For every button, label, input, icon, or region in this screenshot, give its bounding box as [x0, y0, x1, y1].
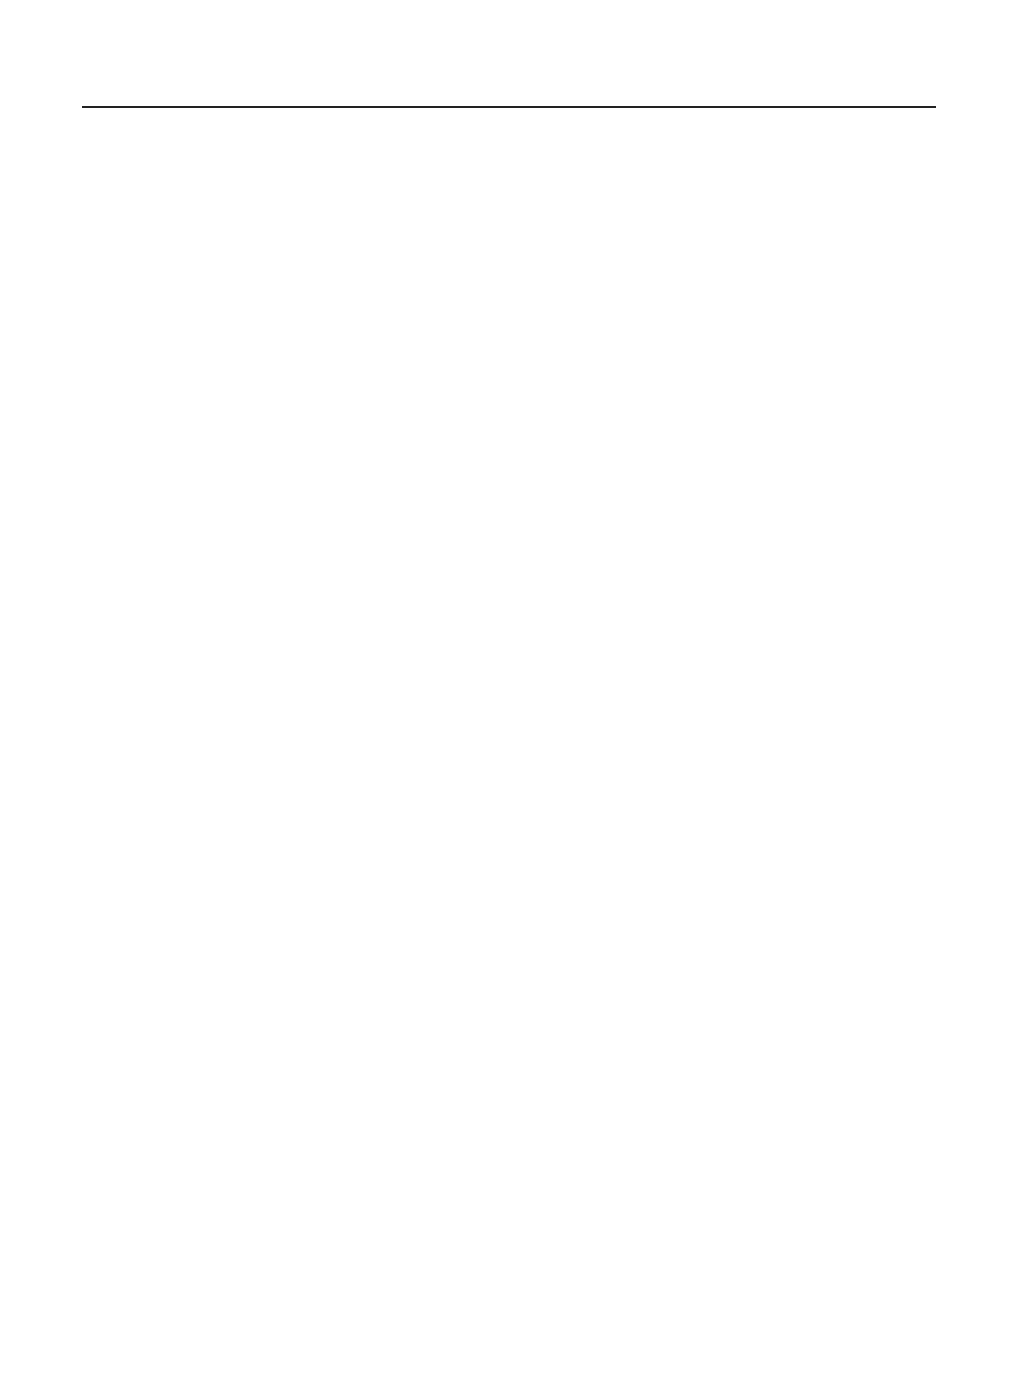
- running-header: [82, 74, 936, 104]
- header-rule: [82, 106, 936, 108]
